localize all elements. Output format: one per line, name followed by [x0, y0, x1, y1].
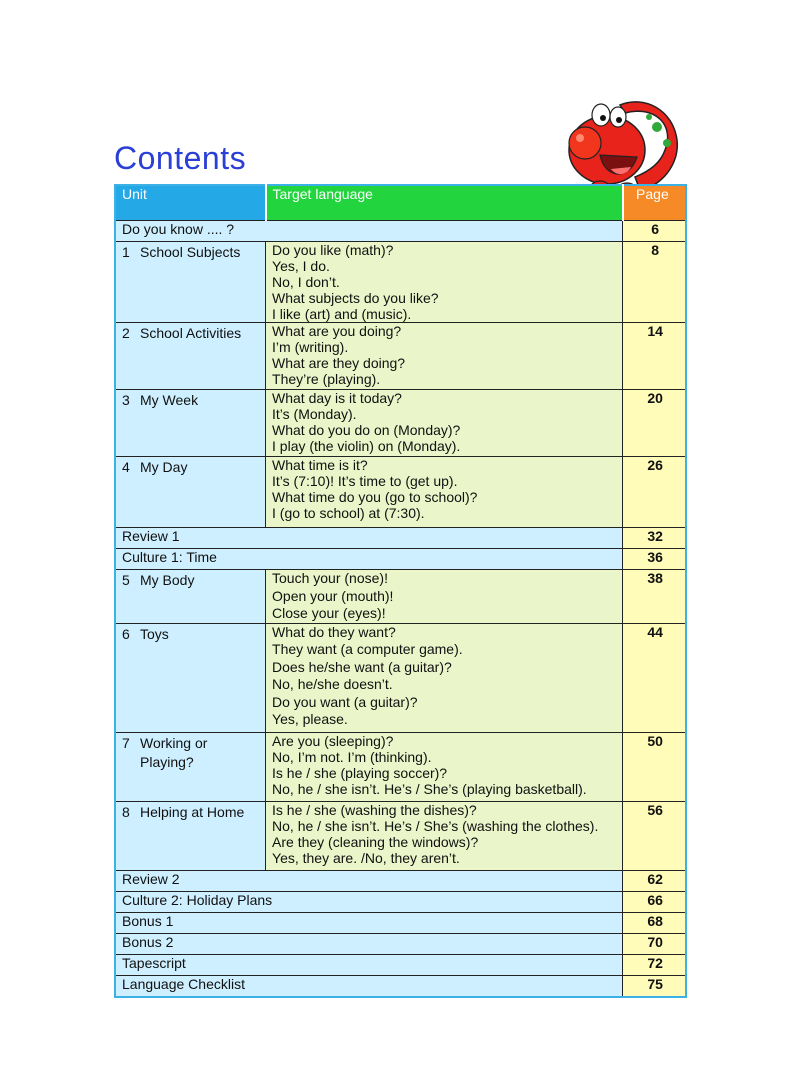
section-title: Review 1: [115, 528, 623, 549]
target-language-line: Open your (mouth)!: [272, 587, 394, 604]
page-number: 66: [623, 891, 686, 912]
table-row: [115, 623, 686, 732]
target-language-line: What do they want?: [272, 623, 396, 640]
target-language-cell: [266, 732, 623, 801]
table-row: [115, 457, 686, 528]
page-number: 68: [623, 912, 686, 933]
table-row: [115, 221, 686, 242]
target-language-line: They want (a computer game).: [272, 641, 463, 657]
header-target-language: Target language: [266, 185, 623, 221]
table-row: [115, 912, 686, 933]
table-row: [115, 323, 686, 390]
section-title: Tapescript: [115, 954, 623, 975]
table-row: [115, 528, 686, 549]
target-language-cell: [266, 323, 623, 390]
unit-number: 6: [122, 625, 130, 642]
unit-title: School Subjects: [140, 244, 241, 260]
unit-title: My Week: [140, 392, 199, 408]
target-language-line: What do you do on (Monday)?: [272, 422, 461, 438]
target-language-line: No, he / she isn’t. He’s / She’s (washing the clothes).: [272, 817, 599, 834]
contents-table: [114, 184, 687, 998]
unit-title: Toys: [140, 625, 169, 642]
unit-number: 3: [122, 392, 130, 408]
target-language-line: No, he / she isn’t. He’s / She’s (playing basketball).: [272, 780, 587, 797]
table-row: [115, 954, 686, 975]
table-row: [115, 975, 686, 997]
table-row: [115, 891, 686, 912]
page-number: 62: [623, 870, 686, 891]
target-language-line: What are they doing?: [272, 355, 406, 371]
page-number: 70: [623, 933, 686, 954]
target-language-line: What time do you (go to school)?: [272, 489, 478, 505]
target-language-line: Is he / she (playing soccer)?: [272, 764, 448, 781]
target-language-cell: [266, 801, 623, 870]
unit-number: 1: [122, 244, 130, 260]
table-row: [115, 801, 686, 870]
unit-cell: [115, 732, 266, 801]
section-title: Culture 1: Time: [115, 549, 623, 570]
target-language-line: I’m (writing).: [272, 339, 349, 355]
table-row: [115, 570, 686, 624]
section-title: Do you know .... ?: [115, 221, 623, 242]
target-language-cell: [266, 390, 623, 457]
unit-cell: [115, 242, 266, 323]
target-language-line: They’re (playing).: [272, 371, 381, 387]
page-number: 38: [623, 570, 686, 624]
table-row: [115, 933, 686, 954]
page-number: 6: [623, 221, 686, 242]
unit-cell: [115, 623, 266, 732]
section-title: Bonus 2: [115, 933, 623, 954]
table-header-row: [115, 185, 686, 221]
target-language-line: Do you like (math)?: [272, 242, 394, 258]
target-language-line: Is he / she (washing the dishes)?: [272, 801, 477, 818]
header-unit: Unit: [115, 185, 266, 221]
unit-cell: [115, 570, 266, 624]
page-number: 8: [623, 242, 686, 323]
target-language-line: Close your (eyes)!: [272, 605, 386, 621]
target-language-line: What time is it?: [272, 457, 368, 473]
table-row: [115, 549, 686, 570]
section-title: Language Checklist: [115, 975, 623, 997]
unit-title: My Day: [140, 459, 188, 475]
unit-title: My Body: [140, 572, 195, 588]
target-language-cell: [266, 457, 623, 528]
unit-title: Working or Playing?: [140, 734, 208, 770]
target-language-line: It’s (Monday).: [272, 406, 357, 422]
unit-cell: [115, 323, 266, 390]
page-number: 72: [623, 954, 686, 975]
page-title: Contents: [114, 140, 247, 176]
target-language-line: Yes, please.: [272, 711, 348, 727]
page-number: 44: [623, 623, 686, 732]
target-language-line: It’s (7:10)! It’s time to (get up).: [272, 473, 458, 489]
table-row: [115, 732, 686, 801]
page-number: 75: [623, 975, 686, 997]
page-number: 14: [623, 323, 686, 390]
target-language-cell: [266, 570, 623, 624]
target-language-line: Touch your (nose)!: [272, 570, 388, 586]
target-language-cell: [266, 242, 623, 323]
unit-title: Helping at Home: [140, 803, 245, 820]
table-row: [115, 870, 686, 891]
target-language-line: Does he/she want (a guitar)?: [272, 658, 452, 675]
page-number: 36: [623, 549, 686, 570]
unit-number: 5: [122, 572, 130, 588]
section-title: Review 2: [115, 870, 623, 891]
page-number: 26: [623, 457, 686, 528]
target-language-line: What are you doing?: [272, 323, 402, 339]
target-language-line: No, I’m not. I’m (thinking).: [272, 748, 432, 765]
unit-number: 4: [122, 459, 130, 475]
page-number: 20: [623, 390, 686, 457]
target-language-line: No, I don’t.: [272, 274, 340, 290]
target-language-line: Yes, they are. /No, they aren’t.: [272, 849, 460, 866]
target-language-line: What subjects do you like?: [272, 290, 439, 306]
unit-number: 8: [122, 803, 130, 820]
section-title: Culture 2: Holiday Plans: [115, 891, 623, 912]
target-language-line: Are they (cleaning the windows)?: [272, 833, 479, 850]
target-language-line: Are you (sleeping)?: [272, 732, 394, 749]
unit-cell: [115, 801, 266, 870]
unit-cell: [115, 457, 266, 528]
page-number: 50: [623, 732, 686, 801]
target-language-line: I like (art) and (music).: [272, 306, 412, 322]
unit-cell: [115, 390, 266, 457]
unit-number: 7: [122, 734, 130, 751]
target-language-cell: [266, 623, 623, 732]
page-number: 32: [623, 528, 686, 549]
page-number: 56: [623, 801, 686, 870]
table-row: [115, 390, 686, 457]
unit-number: 2: [122, 325, 130, 341]
target-language-line: I (go to school) at (7:30).: [272, 505, 425, 521]
target-language-line: I play (the violin) on (Monday).: [272, 438, 461, 454]
header-page: Page: [623, 185, 686, 221]
unit-title: School Activities: [140, 325, 242, 341]
target-language-line: Yes, I do.: [272, 258, 330, 274]
target-language-line: No, he/she doesn’t.: [272, 676, 393, 692]
section-title: Bonus 1: [115, 912, 623, 933]
table-row: [115, 242, 686, 323]
target-language-line: What day is it today?: [272, 390, 402, 406]
target-language-line: Do you want (a guitar)?: [272, 693, 418, 710]
